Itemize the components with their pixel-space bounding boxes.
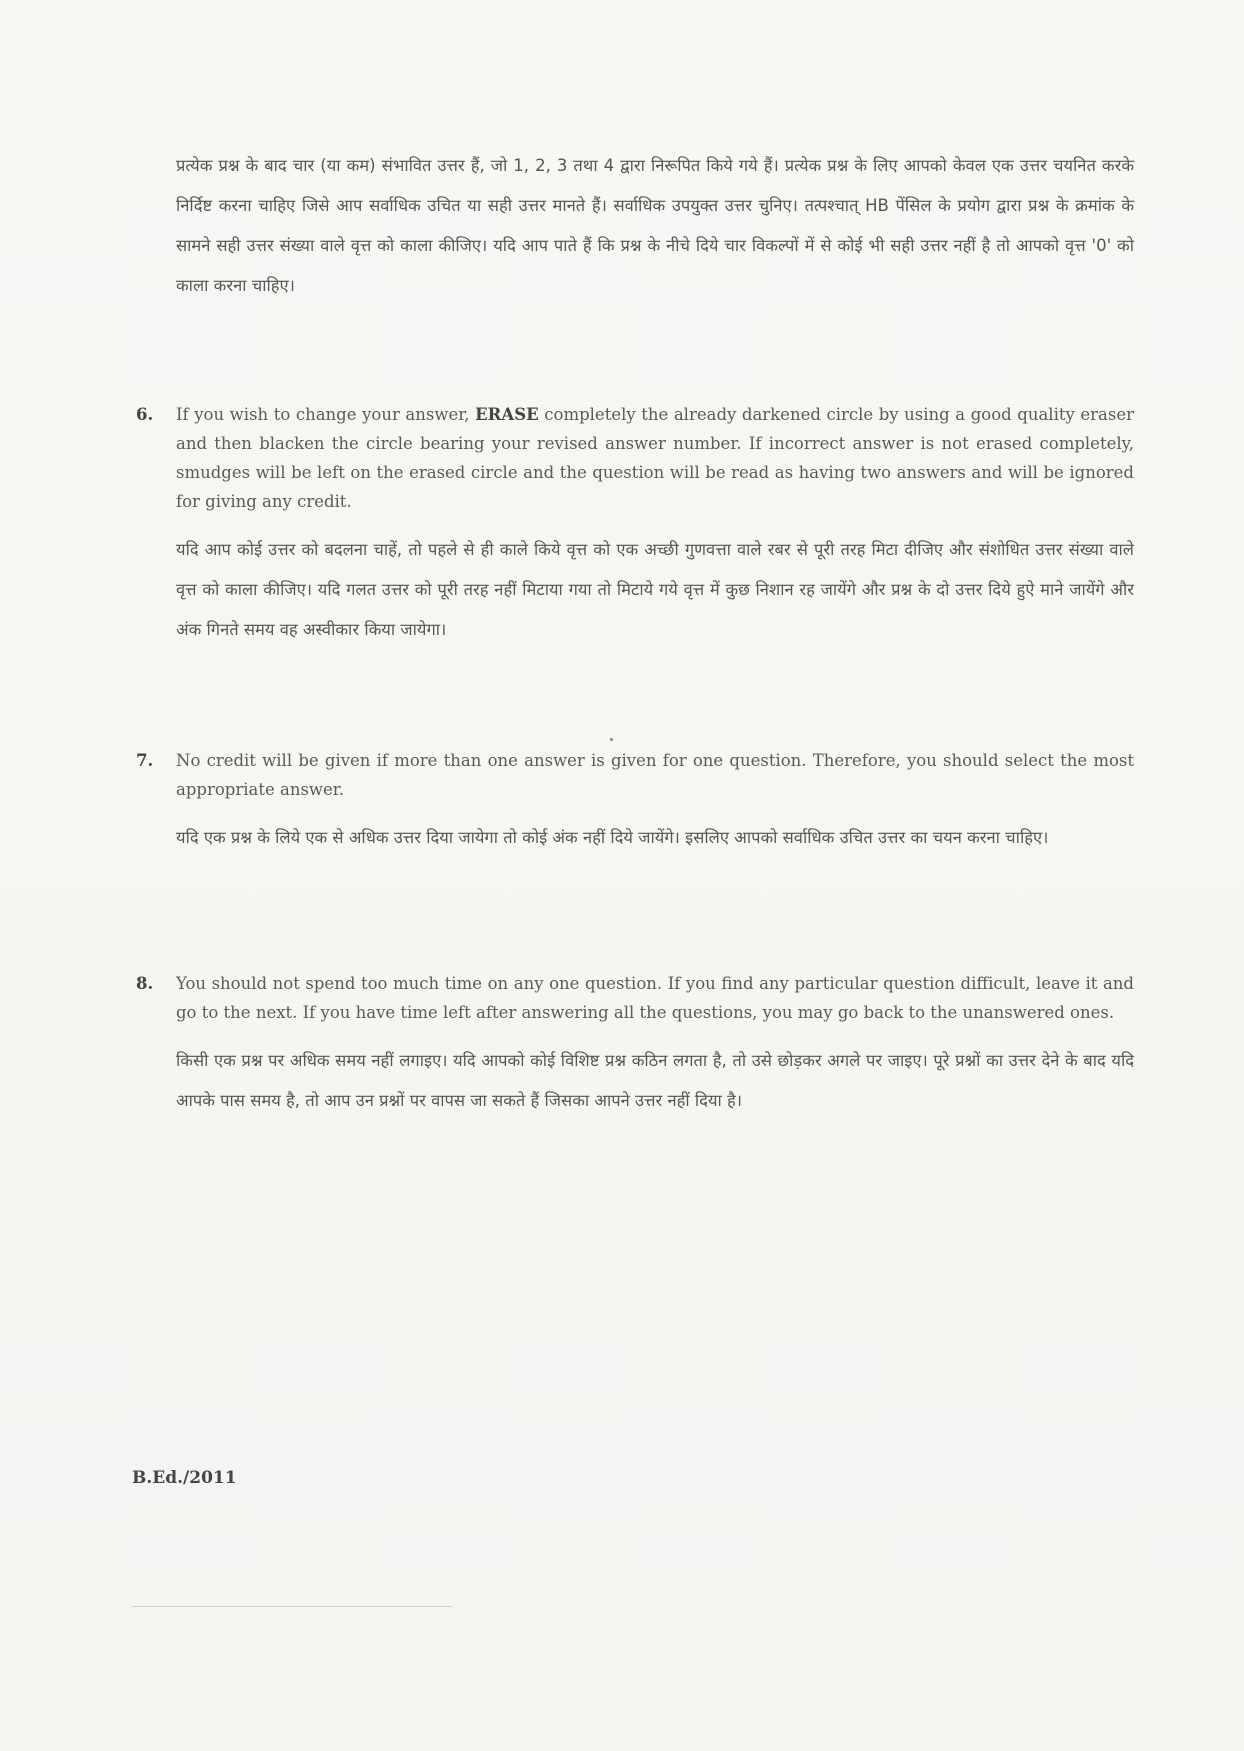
erase-emphasis: ERASE: [475, 405, 539, 424]
scan-speck: [610, 738, 613, 741]
item-number: 8.: [136, 974, 154, 993]
item-hindi-text: यदि आप कोई उत्तर को बदलना चाहें, तो पहले से ही काले किये वृत्त को एक अच्छी गुणवत्ता वाले रबर से पूरी तरह मिटा दीजिए और संशोधित उत्तर संख्या वाले वृत्त को काला कीजिए। यदि गलत उत्तर को पूरी तरह नहीं मिटाया गया तो मिटाये गये वृत्त में कुछ निशान रह जायेंगे और प्रश्न के दो उत्तर दिये हुऐ माने जायेंगे और अंक गिनते समय वह अस्वीकार किया जायेगा।: [176, 540, 1134, 639]
instruction-item-6: [136, 400, 1134, 650]
item-hindi-text: किसी एक प्रश्न पर अधिक समय नहीं लगाइए। यदि आपको कोई विशिष्ट प्रश्न कठिन लगता है, तो उसे छोड़कर अगले पर जाइए। पूरे प्रश्नों का उत्तर देने के बाद यदि आपके पास समय है, तो आप उन प्रश्नों पर वापस जा सकते हैं जिसका आपने उत्तर नहीं दिया है।: [176, 1051, 1134, 1110]
instruction-item-7: [136, 746, 1134, 858]
intro-hindi-paragraph: प्रत्येक प्रश्न के बाद चार (या कम) संभावित उत्तर हैं, जो 1, 2, 3 तथा 4 द्वारा निरूपित किये गये हैं। प्रत्येक प्रश्न के लिए आपको केवल एक उत्तर चयनित करके निर्दिष्ट करना चाहिए जिसे आप सर्वाधिक उचित या सही उत्तर मानते हैं। सर्वाधिक उपयुक्त उत्तर चुनिए। तत्पश्चात् HB पेंसिल के प्रयोग द्वारा प्रश्न के क्रमांक के सामने सही उत्तर संख्या वाले वृत्त को काला कीजिए। यदि आप पाते हैं कि प्रश्न के नीचे दिये चार विकल्पों में से कोई भी सही उत्तर नहीं है तो आपको वृत्त '0' को काला करना चाहिए।: [176, 156, 1134, 295]
footer-exam-code: B.Ed./2011: [132, 1468, 237, 1488]
item-english-text: No credit will be given if more than one answer is given for one question. Therefore, you should select the most appropriate answer.: [176, 751, 1134, 799]
item-number: 7.: [136, 751, 154, 770]
item-english-text: If you wish to change your answer, ERASE completely the already darkened circle by using a good quality eraser and then blacken the circle bearing your revised answer number. If incorrect answer is not erased completely, smudges will be left on the erased circle and the question will be read as having two answers and will be ignored for giving any credit.: [176, 405, 1134, 511]
item-hindi-text: यदि एक प्रश्न के लिये एक से अधिक उत्तर दिया जायेगा तो कोई अंक नहीं दिये जायेंगे। इसलिए आपको सर्वाधिक उचित उत्तर का चयन करना चाहिए।: [176, 828, 1049, 847]
instruction-item-8: [136, 969, 1134, 1121]
item-number: 6.: [136, 405, 154, 424]
item-english-text: You should not spend too much time on any one question. If you find any particular question difficult, leave it and go to the next. If you have time left after answering all the questions, you may go back to the unanswered ones.: [176, 974, 1134, 1022]
footer-rule: [132, 1606, 452, 1607]
